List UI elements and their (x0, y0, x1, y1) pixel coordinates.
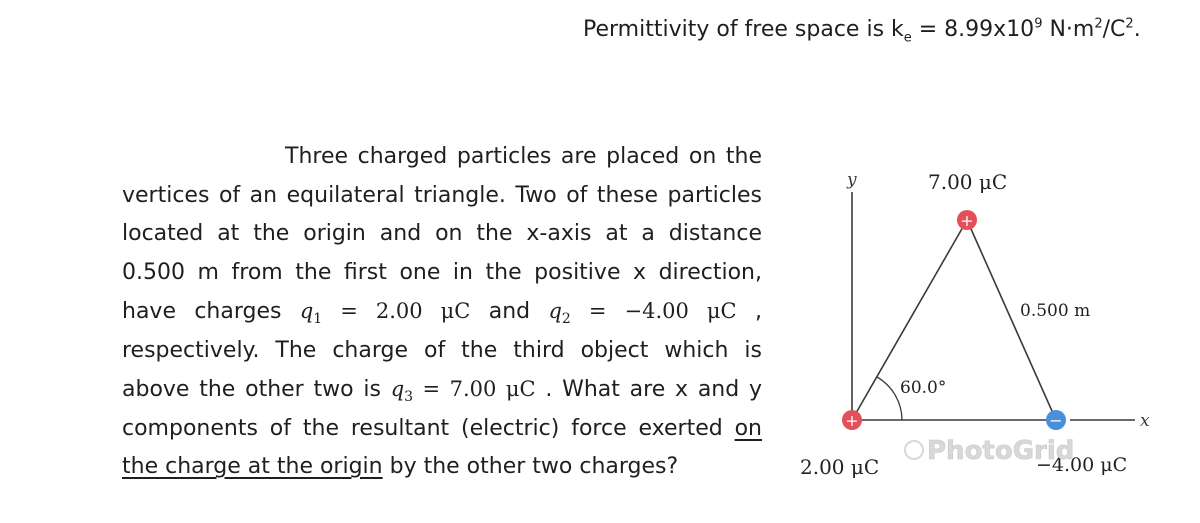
y-axis-label: y (847, 170, 857, 190)
top-charge-label: 7.00 μC (928, 170, 1008, 194)
origin-charge-sign: + (845, 411, 859, 430)
side-length-label: 0.500 m (1020, 301, 1091, 321)
problem-text-1: Three charged particles are placed on the vertices of an equilateral triangle. Two of these particles located at the origin and on the x-axis at a distance 0.500 m from the first one in the positive x direction, have charges (122, 144, 762, 324)
constant-header (583, 16, 1141, 46)
header-sub-e: e (903, 30, 912, 46)
angle-arc (877, 377, 902, 420)
header-exponent: 9 (1034, 16, 1043, 32)
problem-text-4: by the other two charges? (382, 454, 679, 479)
top-charge-sign: + (960, 211, 974, 230)
header-text-d: /C (1102, 17, 1126, 42)
header-text-b: = 8.99x10 (911, 17, 1035, 42)
charge-q3-expression: $q_3 = 7.00$ μC (390, 377, 536, 406)
header-square-1: 2 (1094, 16, 1103, 32)
photogrid-watermark (905, 436, 1074, 466)
charge-triangle-diagram (790, 160, 1190, 490)
problem-and: and (470, 299, 549, 324)
charge-q2-expression: $q_2 = -4.00$ μC (548, 299, 737, 328)
header-text-a: Permittivity of free space is k (583, 17, 904, 42)
charge-q1-expression: $q_1 = 2.00$ μC (299, 299, 471, 328)
watermark-icon (905, 441, 923, 459)
diagram-svg (790, 160, 1190, 490)
angle-label: 60.0° (900, 378, 947, 398)
problem-statement (122, 138, 762, 487)
problem-text-3: . What are x and y components of the resultant (electric) force exerted (122, 377, 763, 441)
x-axis-label: x (1140, 411, 1150, 431)
header-square-2: 2 (1125, 16, 1134, 32)
origin-charge-label: 2.00 μC (800, 455, 880, 479)
header-text-e: . (1133, 17, 1141, 42)
right-charge-sign: − (1049, 411, 1063, 430)
right-charge-label: −4.00 μC (1036, 454, 1128, 476)
problem-text-2: , respectively. The charge of the third object which is above the other two is (122, 299, 762, 402)
watermark-text: PhotoGrid (927, 436, 1075, 466)
header-text-c: N·m (1042, 17, 1095, 42)
problem-underlined-text: on the charge at the origin (122, 415, 762, 479)
